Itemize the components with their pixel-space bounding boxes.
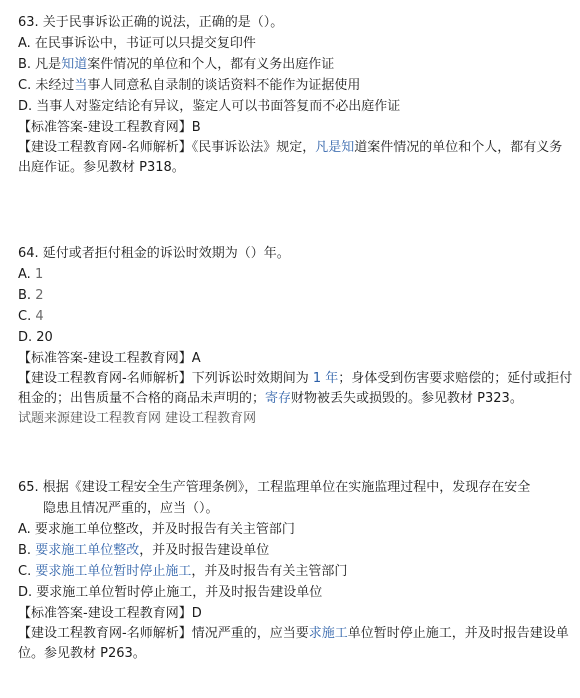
option-c: C. 要求施工单位暂时停止施工，并及时报告有关主管部门 bbox=[18, 564, 348, 579]
option-b: B. 2 bbox=[18, 288, 44, 303]
option-d: D. 20 bbox=[18, 330, 53, 345]
standard-answer: 【标准答案-建设工程教育网】B bbox=[18, 120, 201, 135]
question-63 bbox=[18, 12, 574, 178]
question-64 bbox=[18, 243, 574, 426]
answer-analysis: 【建设工程教育网-名师解析】情况严重的，应当要求施工单位暂时停止施工，并及时报告建设单位。参见教材 P263。 bbox=[18, 626, 569, 661]
answer-analysis: 【建设工程教育网-名师解析】《民事诉讼法》规定，凡是知道案件情况的单位和个人，都有义务出庭作证。参见教材 P318。 bbox=[18, 140, 563, 175]
option-c: C. 4 bbox=[18, 309, 44, 324]
cropped-source-line: 试题来源建设工程教育网 建设工程教育网 bbox=[18, 411, 257, 426]
question-stem-continued: 隐患且情况严重的，应当（）。 bbox=[43, 501, 219, 516]
answer-analysis: 【建设工程教育网-名师解析】下列诉讼时效期间为 1 年；身体受到伤害要求赔偿的；延付或拒付租金的；出售质量不合格的商品未声明的；寄存财物被丢失或损毁的。参见教材 P323。 bbox=[18, 371, 573, 406]
standard-answer: 【标准答案-建设工程教育网】D bbox=[18, 606, 202, 621]
option-a: A. 1 bbox=[18, 267, 44, 282]
question-stem: 65. 根据《建设工程安全生产管理条例》，工程监理单位在实施监理过程中，发现存在安全 bbox=[18, 480, 531, 495]
question-65 bbox=[18, 477, 574, 664]
option-b: B. 要求施工单位整改，并及时报告建设单位 bbox=[18, 543, 270, 558]
option-a: A. 在民事诉讼中，书证可以只提交复印件 bbox=[18, 36, 256, 51]
option-a: A. 要求施工单位整改，并及时报告有关主管部门 bbox=[18, 522, 295, 537]
standard-answer: 【标准答案-建设工程教育网】A bbox=[18, 351, 201, 366]
option-d: D. 要求施工单位暂时停止施工，并及时报告建设单位 bbox=[18, 585, 323, 600]
option-c: C. 未经过当事人同意私自录制的谈话资料不能作为证据使用 bbox=[18, 78, 361, 93]
question-stem: 63. 关于民事诉讼正确的说法，正确的是（）。 bbox=[18, 15, 284, 30]
option-d: D. 当事人对鉴定结论有异议，鉴定人可以书面答复而不必出庭作证 bbox=[18, 99, 401, 114]
question-stem: 64. 延付或者拒付租金的诉讼时效期为（）年。 bbox=[18, 246, 290, 261]
option-b: B. 凡是知道案件情况的单位和个人，都有义务出庭作证 bbox=[18, 57, 335, 72]
